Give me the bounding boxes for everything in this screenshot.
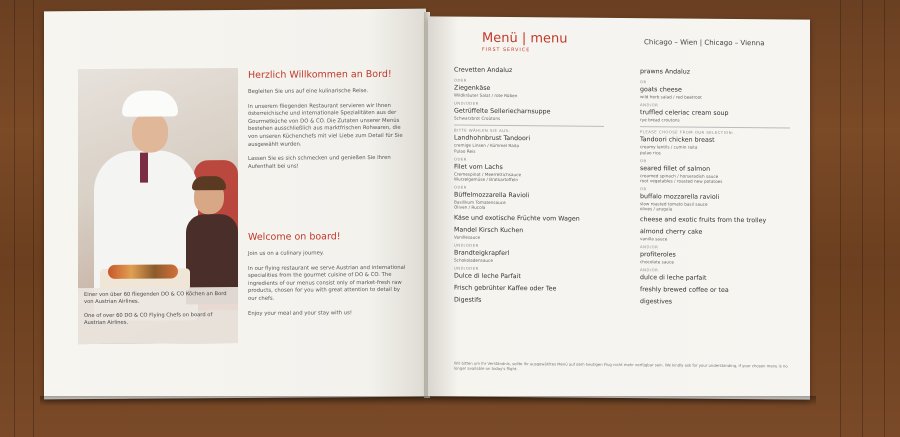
dish: Ziegenkäse — [454, 84, 491, 92]
photo-caption-en: One of over 60 DO & CO Flying Chefs on board of Austrian Airlines. — [84, 312, 213, 327]
dish: Crevetten Andaluz — [454, 66, 513, 75]
dish: freshly brewed coffee or tea — [640, 286, 729, 294]
dish: Büffelmozzarella Ravioli — [454, 191, 530, 200]
welcome-de-p2: In unserem fliegenden Restaurant servieren wir Ihnen österreichische und internationale Spezialitäten aus der Gourmetküche von DO & CO. Die Zutaten unserer Menüs bestehen ausschließlich aus marktfrischen Rohwaren, die von unseren Küchenchefs mit viel Liebe zum Detail für Sie ausgewählt wurden. — [248, 102, 403, 148]
dish: cheese and exotic fruits from the trolley — [640, 215, 767, 224]
dish-description: rye bread croutons — [640, 117, 680, 123]
separator: PLEASE CHOOSE FROM OUR SELECTION: — [640, 127, 790, 136]
separator: AND/OR — [640, 244, 659, 250]
separator: AND/OR — [640, 102, 659, 108]
separator: OR — [640, 157, 647, 164]
dish: truffled celeriac cream soup — [640, 109, 729, 118]
dish: Dulce di leche Parfait — [454, 272, 521, 281]
menu-title: Menü | menu — [482, 30, 568, 47]
separator: ODER — [454, 77, 467, 83]
dish: Frisch gebrühter Kaffee oder Tee — [454, 284, 557, 293]
menu-subtitle: FIRST SERVICE — [482, 47, 531, 54]
dish-description: creamy lentils / cumin raita pulao rice — [640, 144, 698, 155]
dish: Digestifs — [454, 296, 482, 304]
dish-description: Wildkräuter Salat / rote Rüben — [454, 92, 518, 99]
separator: ODER — [454, 156, 467, 162]
chef-hat-shape — [122, 90, 178, 116]
dish: Landhohnbrust Tandoori — [454, 134, 531, 143]
separator: UND/ODER — [454, 242, 479, 248]
dish: Tandoori chicken breast — [640, 136, 715, 145]
photo-caption-de: Einer von über 60 fliegenden DO & CO Köchen an Bord von Austrian Airlines. — [84, 291, 227, 306]
dish: digestives — [640, 298, 672, 306]
dish: prawns Andaluz — [640, 68, 691, 76]
dish-description: creamed spinach / horseradish sauce root vegetables / roasted new potatoes — [640, 172, 723, 184]
welcome-en-section — [248, 231, 408, 318]
separator: OR — [640, 186, 647, 192]
welcome-de-section — [248, 69, 408, 171]
separator: OR — [640, 79, 647, 85]
dish: Brandteigkrapferl — [454, 249, 510, 257]
welcome-de-p3: Lassen Sie es sich schmecken und genießen Sie Ihren Aufenthalt bei uns! — [248, 155, 391, 170]
dish-description: chocolate sauce — [640, 259, 674, 265]
welcome-en-p3: Enjoy your meal and your stay with us! — [248, 309, 352, 317]
page-shadow — [40, 396, 816, 406]
food-shape — [108, 264, 178, 278]
dish: Filet vom Lachs — [454, 163, 503, 171]
welcome-de-title: Herzlich Willkommen an Bord! — [248, 68, 392, 81]
separator: ODER — [454, 184, 467, 190]
dish-description: wild herb salad / red beetroot — [640, 94, 702, 100]
dish-description: cremige Linsen / Kümmel Raita Pulao Reis — [454, 142, 520, 154]
dish: seared fillet of salmon — [640, 164, 711, 173]
dish: Mandel Kirsch Kuchen — [454, 226, 524, 234]
dish: buffalo mozzarella ravioli — [640, 193, 720, 202]
dish: profiteroles — [640, 251, 676, 259]
welcome-en-p2: In our flying restaurant we serve Austrian and international specialities from the gourmet cuisine of DO & CO. The ingredients of our menus consist only of market-fresh raw products, chosen for you with great attention to detail by our chefs. — [248, 264, 406, 302]
separator: UND/ODER — [454, 100, 479, 106]
menu-column-en — [640, 68, 790, 307]
welcome-en-p1: Join us on a culinary journey. — [248, 250, 324, 257]
separator: AND/OR — [640, 267, 659, 273]
chef-photo — [78, 68, 238, 344]
dish-description: Schwarzbrot Croûtons — [454, 115, 501, 122]
dish-description: slow roasted tomato basil sauce olives / arugula — [640, 201, 708, 212]
dish-description: Cremespinat / Meerrettichsauce Wurzelgemüse / Bratkartoffeln — [454, 171, 522, 183]
chef-face-shape — [132, 112, 168, 152]
dish-description: Vanillesauce — [454, 234, 481, 240]
dish-description: Basilikum Tomatensauce Oliven / Rucola — [454, 199, 506, 211]
right-page — [428, 16, 810, 399]
photo-caption — [78, 287, 238, 344]
separator: BITTE WÄHLEN SIE AUS: — [454, 125, 604, 134]
flight-route: Chicago – Wien | Chicago – Vienna — [644, 38, 765, 48]
welcome-de-p1: Begleiten Sie uns auf eine kulinarische Reise. — [248, 88, 369, 95]
menu-column-de — [454, 67, 604, 306]
welcome-en-title: Welcome on board! — [248, 231, 341, 243]
dish: almond cherry cake — [640, 227, 703, 236]
passenger-hair-shape — [192, 176, 226, 190]
left-page — [44, 9, 426, 400]
separator: UND/ODER — [454, 265, 479, 271]
dish: dulce di leche parfait — [640, 274, 707, 282]
menu-footnote: Wir bitten um Ihr Verständnis, sollte Ihr ausgewähltes Menü auf dem heutigen Flug nicht mehr verfügbar sein. We kindly ask for your understanding, if your chosen menu is no longer available on today's flight. — [454, 360, 788, 372]
dish-description: vanilla sauce — [640, 235, 668, 242]
dish: goats cheese — [640, 86, 682, 94]
dish: Getrüffelte Selleriecharnsuppe — [454, 107, 551, 116]
dish-description: Schokoladensauce — [454, 257, 493, 263]
chef-tie-shape — [140, 153, 148, 183]
dish: Käse und exotische Früchte vom Wagen — [454, 214, 580, 223]
